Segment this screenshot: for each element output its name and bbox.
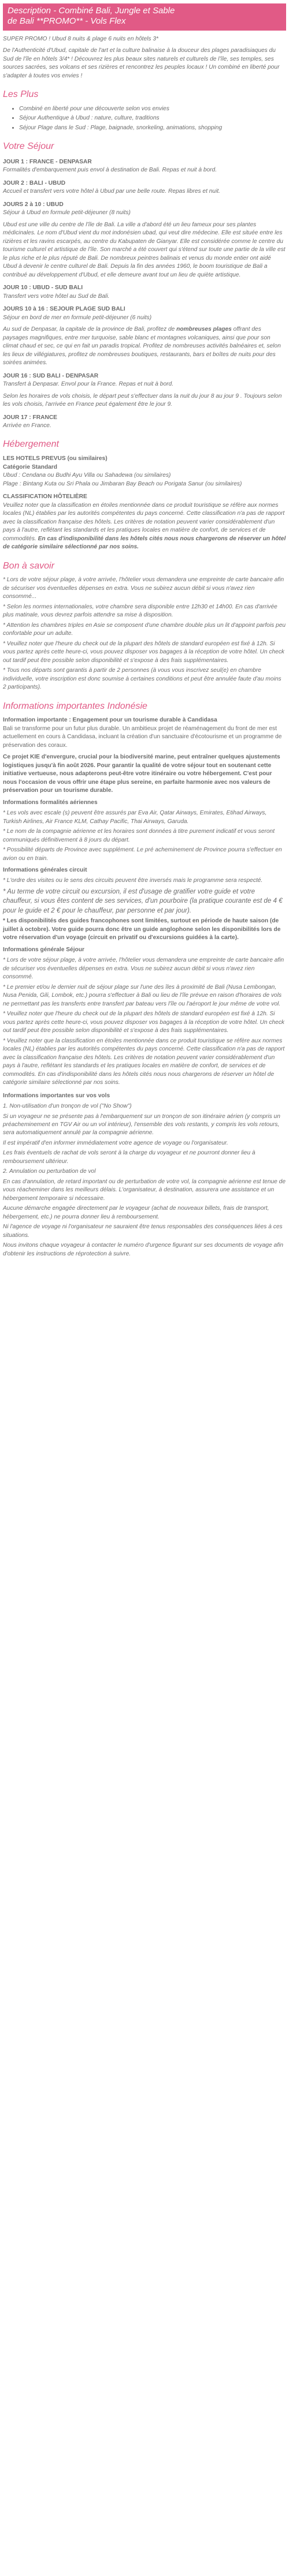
generales-list: [3, 877, 286, 942]
hotels-plage: Plage : Bintang Kuta ou Sri Phala ou Jimbaran Bay Beach ou Porigata Sanur (ou similaires): [3, 480, 242, 487]
sejour-item: * Veuillez noter que la classification en étoiles mentionnée dans ce produit touristique se réfère aux normes locales (NL) établies par les autorités compétentes du pays concerné. Cette classification n'a pas de rapport avec la classification française des hôtels. Les critères de notation peuvent varier considérablement d'un pays à l'autre, reflétant les standards et les pratiques locales en matière de confort, de services et de commodités. En cas d'indisponibilité dans les hôtels cités nous nous chargerons de réserver un hôtel de catégorie similaire sélectionné par nos soins.: [3, 1037, 285, 1086]
formalites-item: * Le nom de la compagnie aérienne et les horaires sont données à titre purement indicatif et vous seront communiqués définitivement à 8 jours du départ.: [3, 828, 275, 843]
bon-item: * Selon les normes internationales, votre chambre sera disponible entre 12h30 et 14h00. En cas d'arrivée plus matinale, vous devrez parfois attendre sa mise à disposition.: [3, 603, 277, 619]
formalites-item: * Les vols avec escale (s) peuvent être assurés par Eva Air, Qatar Airways, Emirates, Etihad Airways, Turkish Airlines, Air France KLM, Cathay Pacific, Thai Airways, Garuda.: [3, 810, 267, 825]
sejour-title: Informations générale Séjour: [3, 946, 84, 953]
vols-title: Informations importantes sur vos vols: [3, 1092, 110, 1099]
day-subtitle: Formalités d'embarquement puis envol à destination de Bali. Repas et nuit à bord.: [3, 167, 217, 174]
hotels-category: Catégorie Standard: [3, 463, 57, 470]
day-subtitle: Transfert vers votre hôtel au Sud de Bali.: [3, 293, 110, 300]
plus-item: • Séjour Authentique à Ubud : nature, culture, traditions: [19, 114, 286, 122]
candidasa-p2: Ce projet KIE d'envergure, crucial pour la biodiversité marine, peut entraîner quelques ajustements logistiques jusqu'à fin août 2026. Pour garantir la qualité de votre séjour tout en soutenant cette initiative vertueuse, nous adapterons peut-être votre itinéraire ou votre hébergement. C'est pour nous l'occasion de vous offrir une étape plus sereine, en parfaite harmonie avec nos valeurs de préservation pour un tourisme durable.: [3, 754, 280, 794]
vols-list: [3, 1102, 286, 1258]
sejour-list: [3, 956, 286, 1087]
bon-heading: Bon à savoir: [3, 560, 54, 571]
day-title: JOUR 1 : FRANCE - DENPASAR: [3, 158, 92, 165]
plus-item: • Séjour Plage dans le Sud : Plage, baignade, snorkeling, animations, shopping: [19, 124, 286, 132]
hotels-ubud: Ubud : Cendana ou Budhi Ayu Villa ou Sahadewa (ou similaires): [3, 472, 171, 479]
day-title: JOUR 17 : FRANCE: [3, 414, 57, 421]
day-subtitle: Séjour à Ubud en formule petit-déjeuner (8 nuits): [3, 210, 131, 216]
plus-list: [3, 105, 286, 132]
formalites-list: [3, 809, 286, 863]
vols-item: Ni l'agence de voyage ni l'organisateur ne sauraient être tenus responsables des conséquences liées à ces situations.: [3, 1224, 283, 1239]
formalites-item: * Possibilité départs de Province avec supplément. Le pré acheminement de Province pourra s'effectuer en avion ou en train.: [3, 847, 282, 862]
bon-item: * Lors de votre séjour plage, à votre arrivée, l'hôtelier vous demandera une empreinte de carte bancaire afin de sécuriser vos éventuelles dépenses en extra. Vous ne subirez aucun débit si vous n'avez rien consommé...: [3, 577, 284, 600]
classification-body: [3, 502, 286, 552]
intro-body: De l'Authenticité d'Ubud, capitale de l'art et la culture balinaise à la douceur des plages paradisiaques du Sud de l'île en hôtels 3/4* ! Découvrez les plus beaux sites naturels et culturels de l'île, ses temples, ses sources sacrées, ses volcans et ses rizières et rencontrez les peuples locaux ! Un combiné en liberté pour s'adapter à toutes vos envies !: [3, 47, 280, 79]
page-banner: [3, 3, 286, 31]
classification-title: CLASSIFICATION HÔTELIÈRE: [3, 493, 87, 500]
sejour-item: * Veuillez noter que l'heure du check out de la plupart des hôtels de standard européen est fixé à 12h. Si vous partez après cette heure-ci, vous pouvez disposer vos bagages à la réception de votre hôtel. Un check out tardif peut être possible selon disponibilité et s'expose à des frais supplémentaires.: [3, 1011, 285, 1034]
bon-item: * Tous nos départs sont garantis à partir de 2 personnes (à vous vous inscrivez seul(e) en chambre individuelle, votre inscription est donc soumise à certaines conditions et peut être annulée faute d'au moins 2 participants).: [3, 667, 281, 691]
candidasa-title: Information importante : Engagement pour un tourisme durable à Candidasa: [3, 717, 217, 724]
generales-title: Informations générales circuit: [3, 867, 87, 873]
vols-item: 1. Non-utilisation d'un tronçon de vol ("No Show"): [3, 1103, 132, 1110]
vols-item: En cas d'annulation, de retard important ou de perturbation de votre vol, la compagnie aérienne est tenue de vous réacheminer dans les meilleurs délais. L'organisateur, à destination, assurera une assistance et un hébergement temporaire si nécessaire.: [3, 1178, 286, 1202]
sejour-item: * Lors de votre séjour plage, à votre arrivée, l'hôtelier vous demandera une empreinte de carte bancaire afin de sécuriser vos éventuelles dépenses en extra. Vous ne subirez aucun débit si vous n'avez rien consommé.: [3, 957, 284, 981]
banner-title-line-2: de Bali **PROMO** - Vols Flex: [8, 16, 126, 27]
sud-bold-phrase: nombreuses plages: [176, 326, 232, 333]
intro-subtitle: SUPER PROMO ! Ubud 8 nuits & plage 6 nuits en hôtels 3*: [3, 35, 158, 42]
day-body: Ubud est une ville du centre de l'île de Bali. La ville a d'abord été un lieu fameux pour ses plantes médicinales. Le nom d'Ubud vient du mot indonésien ubad, qui veut dire médecine. Elle est située entre les rizières et les ravins escarpés, au centre du Kabupaten de Gianyar. Elle est considérée comme le centre du tourisme culturel et artistique de l'île. Son marché a été couvert qui s'étend sur toute une partie de la ville est le plus riche et le plus réputé de Bali. De nombreux peintres balinais et venus du monde entier ont aidé Ubud à devenir le centre culturel de Bali. Depuis la fin des années 1960, le boom touristique de Bali a contribué au développement d'Ubud, et elle demeure avant tout un lieu de quiète artistique.: [3, 221, 286, 278]
day-title: JOUR 10 : UBUD - SUD BALI: [3, 285, 83, 291]
day-title: JOURS 10 à 16 : SEJOUR PLAGE SUD BALI: [3, 306, 125, 313]
candidasa-p1: Bali se transforme pour un futur plus durable. Un ambitieux projet de réaménagement du front de mer est actuellement en cours à Candidasa, incluant la création d'un sanctuaire d'écotourisme et un programme de préservation des coraux.: [3, 725, 282, 749]
day-subtitle: Transfert à Denpasar. Envol pour la France. Repas et nuit à bord.: [3, 381, 174, 388]
plus-heading: Les Plus: [3, 89, 39, 100]
generales-item: * Au terme de votre circuit ou excursion, il est d'usage de gratifier votre guide et votre chauffeur, si vous êtes content de ses services, d'un pourboire (la pratique courante est de 4 € pour le guide et 2 € pour le chauffeur, par personne et par jour).: [3, 887, 283, 914]
bon-item: * Attention les chambres triples en Asie se composent d'une chambre double plus un lit d'appoint parfois peu confortable pour un adulte.: [3, 622, 286, 637]
classification-bold: En cas d'indisponibilité dans les hôtels cités nous nous chargerons de réserver un hôtel de catégorie similaire sélectionné par nos soins.: [3, 535, 286, 551]
generales-item: * Les disponibilités des guides francophones sont limitées, surtout en période de haute saison (de juillet à octobre). Votre guide pourra donc être un guide anglophone selon les disponibilités lors de votre réservation d'un voyage (circuit en privatif ou d'excursions guidées à la carte).: [3, 918, 281, 941]
sejour-item: * Le premier et/ou le dernier nuit de séjour plage sur l'une des îles à proximité de Bali (Nusa Lembongan, Nusa Penida, Gili, Lombok, etc.) pourra s'effectuer à Bali ou lieu de l'île prévue en raison d'horaires de vols ne permettant pas les transferts entre transfert par bateau vers l'île ou l'aéroport le jour même de votre vol.: [3, 984, 282, 1007]
formalites-title: Informations formalités aériennes: [3, 799, 98, 806]
vols-item: Les frais éventuels de rachat de vols seront à la charge du voyageur et ne pourront donner lieu à remboursement ultérieur.: [3, 1150, 255, 1165]
hebergement-heading: Hébergement: [3, 439, 59, 450]
sud-description: Au sud de Denpasar, la capitale de la province de Bali, profitez de nombreuses plages offrant des paysages magnifiques, entre mer turquoise, sable blanc et montagnes volcaniques, ainsi que pour son climat chaud et sec, ce qui en fait un paradis tropical. Profitez de nombreuses activités balnéaires et, selon les lieux de villégiatures, profitez de nombreuses boutiques, restaurants, bars et boîtes de nuits pour des soirées animées.: [3, 326, 281, 367]
plus-item: • Combiné en liberté pour une découverte selon vos envies: [19, 105, 286, 113]
banner-title-line-1: Description - Combiné Bali, Jungle et Sable: [8, 6, 175, 16]
vols-item: Nous invitons chaque voyageur à contacter le numéro d'urgence figurant sur ses documents de voyage afin d'obtenir les instructions de réprotection à suivre.: [3, 1242, 284, 1257]
vols-item: 2. Annulation ou perturbation de vol: [3, 1168, 96, 1175]
info-heading: Informations importantes Indonésie: [3, 701, 147, 711]
day-subtitle: Arrivée en France.: [3, 422, 51, 429]
day-subtitle: Séjour en bord de mer en formule petit-déjeuner (6 nuits): [3, 314, 152, 321]
day-title: JOUR 16 : SUD BALI - DENPASAR: [3, 372, 99, 379]
hotels-title: LES HOTELS PREVUS (ou similaires): [3, 455, 108, 462]
vols-item: Si un voyageur ne se présente pas à l'embarquement sur un tronçon de son itinéraire aérien (y compris un préacheminement en TGV Air ou un vol intérieur), l'ensemble des vols restants, y compris les vols retours, sera automatiquement annulé par la compagnie aérienne.: [3, 1113, 280, 1136]
voyage-heading: Votre Séjour: [3, 141, 54, 152]
classification-text: Veuillez noter que la classification en étoiles mentionnée dans ce produit touristique se réfère aux normes locales (NL) établies par les autorités compétentes du pays concerné. Cette classification n'a pas de rapport avec la classification française des hôtels. Les critères de notation peuvent varier considérablement d'un pays à l'autre, reflétant les standards et les pratiques locales en matière de confort, de services et de commodités.: [3, 502, 285, 542]
day-title: JOURS 2 à 10 : UBUD: [3, 201, 64, 208]
flight-note: Selon les horaires de vols choisis, le départ peut s'effectuer dans la nuit du jour 8 au jour 9 . Toujours selon les vols choisis, l'arrivée en France peut également être le jour 9.: [3, 392, 282, 408]
day-title: JOUR 2 : BALI - UBUD: [3, 180, 66, 186]
generales-item: * L'ordre des visites ou le sens des circuits peuvent être inversés mais le programme sera respecté.: [3, 877, 263, 884]
vols-item: Il est impératif d'en informer immédiatement votre agence de voyage ou l'organisateur.: [3, 1139, 228, 1146]
vols-item: Aucune démarche engagée directement par le voyageur (achat de nouveaux billets, frais de transport, hébergement, etc.) ne pourra donner lieu à remboursement.: [3, 1205, 269, 1220]
bon-list: [3, 576, 286, 691]
day-subtitle: Accueil et transfert vers votre hôtel à Ubud par une belle route. Repas libres et nuit.: [3, 188, 221, 195]
bon-item: * Veuillez noter que l'heure du check out de la plupart des hôtels de standard européen est fixé à 12h. Si vous partez après cette heure-ci, vous pouvez disposer vos bagages à la réception de votre hôtel. Un check out tardif peut être possible selon disponibilité et s'expose à des frais supplémentaires.: [3, 640, 285, 664]
